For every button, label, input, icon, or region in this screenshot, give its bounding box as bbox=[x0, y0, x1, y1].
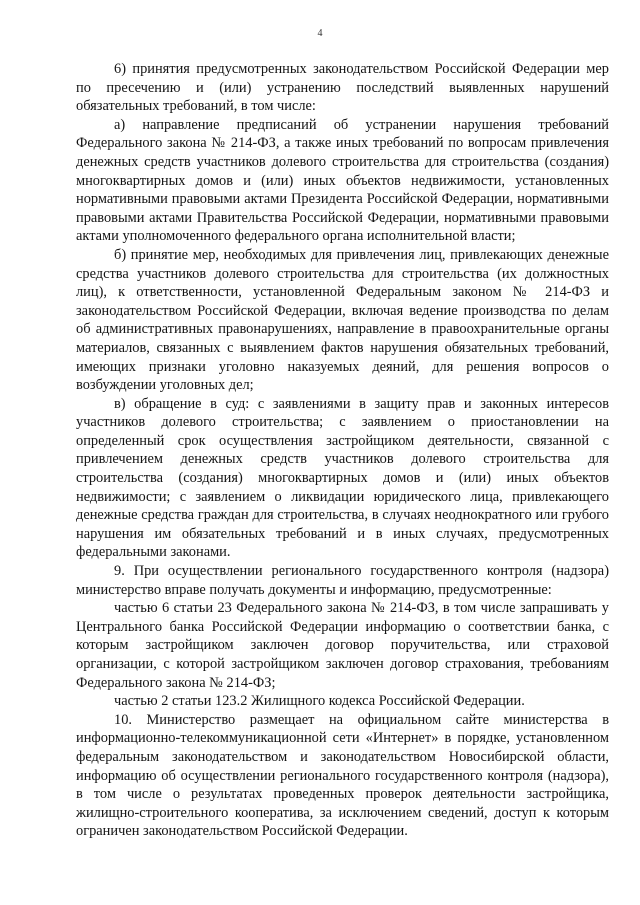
paragraph-item-6: 6) принятия предусмотренных законодательством Российской Федерации мер по пресечению и (или) устранению последствий выявленных нарушений обязательных требований, в том числе: bbox=[76, 61, 609, 115]
section-9-clause-1: частью 6 статьи 23 Федерального закона № 214-ФЗ, в том числе запрашивать у Центрального банка Российской Федерации информацию о соответствии банка, с которым застройщиком заключен договор поручительства, или страховой организации, с которой застройщиком заключен договор страхования, требованиям Федерального закона № 214-ФЗ; bbox=[76, 600, 609, 691]
subparagraph-b: б) принятие мер, необходимых для привлечения лиц, привлекающих денежные средства участников долевого строительства для строительства (их должностных лиц), к ответственности, установленной Федеральным законом № 214-ФЗ и законодательством Российской Федерации, включая ведение производства по делам об административных правонарушениях, направление в правоохранительные органы материалов, связанных с выявлением фактов нарушения обязательных требований, имеющих признаки уголовно наказуемых деяний, для решения вопросов о возбуждении уголовных дел; bbox=[76, 246, 609, 394]
section-10-paragraph: 10. Министерство размещает на официальном сайте министерства в информационно-телекоммуникационной сети «Интернет» в порядке, установленном федеральным законодательством и законодательством Новосибирской области, информацию об осуществлении регионального государственного контроля (надзора), в том числе о результатах проведенных проверок деятельности застройщика, жилищно-строительного кооператива, за исключением сведений, доступ к которым ограничен законодательством Российской Федерации. bbox=[76, 711, 609, 840]
section-9-paragraph: 9. При осуществлении регионального государственного контроля (надзора) министерство вправе получать документы и информацию, предусмотренные: bbox=[76, 563, 609, 598]
document-body bbox=[76, 60, 609, 841]
section-9-clause-2: частью 2 статьи 123.2 Жилищного кодекса Российской Федерации. bbox=[114, 693, 525, 710]
page-number: 4 bbox=[317, 28, 323, 39]
subparagraph-v: в) обращение в суд: с заявлениями в защиту прав и законных интересов участников долевого строительства; с заявлением о приостановлении на определенный срок осуществления застройщиком деятельности, связанной с привлечением денежных средств участников долевого строительства для строительства (создания) многоквартирных домов и (или) иных объектов недвижимости; с заявлением о ликвидации юридического лица, привлекающего денежные средства граждан для строительства, в случаях неоднократного или грубого нарушения им обязательных требований и в иных случаях, предусмотренных федеральными законами. bbox=[76, 395, 609, 561]
subparagraph-a: а) направление предписаний об устранении нарушения требований Федерального закона № 214-ФЗ, а также иных требований по вопросам привлечения денежных средств участников долевого строительства для строительства (создания) многоквартирных домов и (или) иных объектов недвижимости, установленных нормативными правовыми актами Президента Российской Федерации, нормативными правовыми актами Правительства Российской Федерации, нормативными правовыми актами уполномоченного федерального органа исполнительной власти; bbox=[76, 116, 609, 245]
